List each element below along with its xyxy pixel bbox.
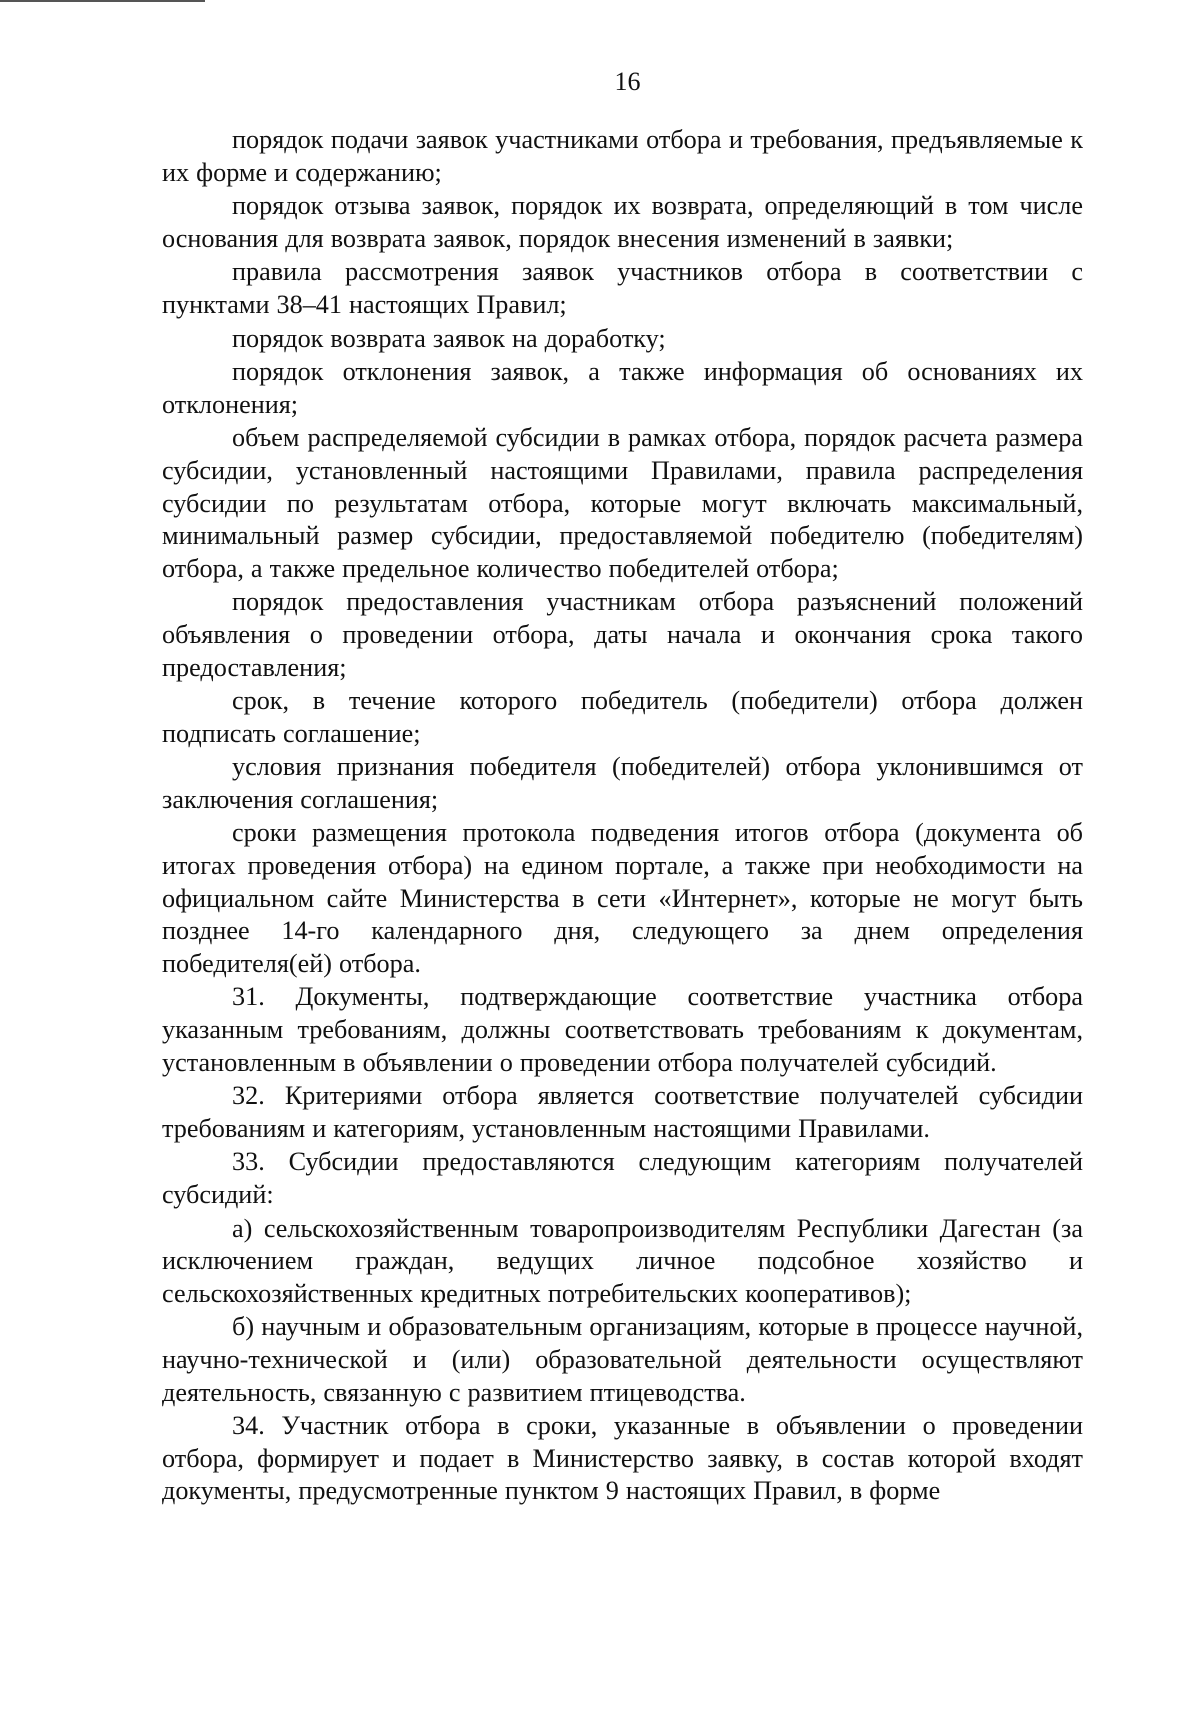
paragraph: сроки размещения протокола подведения итогов отбора (документа об итогах проведения отбора) на едином портале, а также при необходимости на официальном сайте Министерства в сети «Интернет», которые не могут быть позднее 14-го календарного дня, следующего за днем определения победителя(ей) отбора. bbox=[162, 818, 1083, 978]
paragraph-item-32: 32. Критериями отбора является соответствие получателей субсидии требованиям и категориям, установленным настоящими Правилами. bbox=[162, 1081, 1083, 1143]
document-body bbox=[162, 124, 1083, 1509]
paragraph: порядок предоставления участникам отбора разъяснений положений объявления о проведении отбора, даты начала и окончания срока такого предоставления; bbox=[162, 587, 1083, 682]
paragraph-item-33: 33. Субсидии предоставляются следующим категориям получателей субсидий: bbox=[162, 1147, 1083, 1209]
scan-edge-line bbox=[0, 0, 205, 2]
paragraph: правила рассмотрения заявок участников отбора в соответствии с пунктами 38–41 настоящих Правил; bbox=[162, 257, 1083, 319]
paragraph: объем распределяемой субсидии в рамках отбора, порядок расчета размера субсидии, установленный настоящими Правилами, правила распределения субсидии по результатам отбора, которые могут включать максимальный, минимальный размер субсидии, предоставляемой победителю (победителям) отбора, а также предельное количество победителей отбора; bbox=[162, 423, 1083, 583]
paragraph-item-31: 31. Документы, подтверждающие соответствие участника отбора указанным требованиям, должны соответствовать требованиям к документам, установленным в объявлении о проведении отбора получателей субсидий. bbox=[162, 982, 1083, 1077]
paragraph-subitem-a: а) сельскохозяйственным товаропроизводителям Республики Дагестан (за исключением граждан, ведущих личное подсобное хозяйство и сельскохозяйственных кредитных потребительских кооперативов); bbox=[162, 1213, 1083, 1308]
page-number: 16 bbox=[614, 67, 641, 96]
paragraph: условия признания победителя (победителей) отбора уклонившимся от заключения соглашения; bbox=[162, 752, 1083, 814]
paragraph: порядок возврата заявок на доработку; bbox=[232, 323, 666, 353]
paragraph: срок, в течение которого победитель (победители) отбора должен подписать соглашение; bbox=[162, 686, 1083, 748]
paragraph: порядок отклонения заявок, а также информация об основаниях их отклонения; bbox=[162, 357, 1083, 419]
paragraph-subitem-b: б) научным и образовательным организациям, которые в процессе научной, научно-технической и (или) образовательной деятельности осуществляют деятельность, связанную с развитием птицеводства. bbox=[162, 1312, 1083, 1407]
paragraph: порядок подачи заявок участниками отбора и требования, предъявляемые к их форме и содержанию; bbox=[162, 125, 1083, 187]
paragraph: порядок отзыва заявок, порядок их возврата, определяющий в том числе основания для возврата заявок, порядок внесения изменений в заявки; bbox=[162, 191, 1083, 253]
paragraph-item-34: 34. Участник отбора в сроки, указанные в объявлении о проведении отбора, формирует и подает в Министерство заявку, в состав которой входят документы, предусмотренные пунктом 9 настоящих Правил, в форме bbox=[162, 1411, 1083, 1506]
